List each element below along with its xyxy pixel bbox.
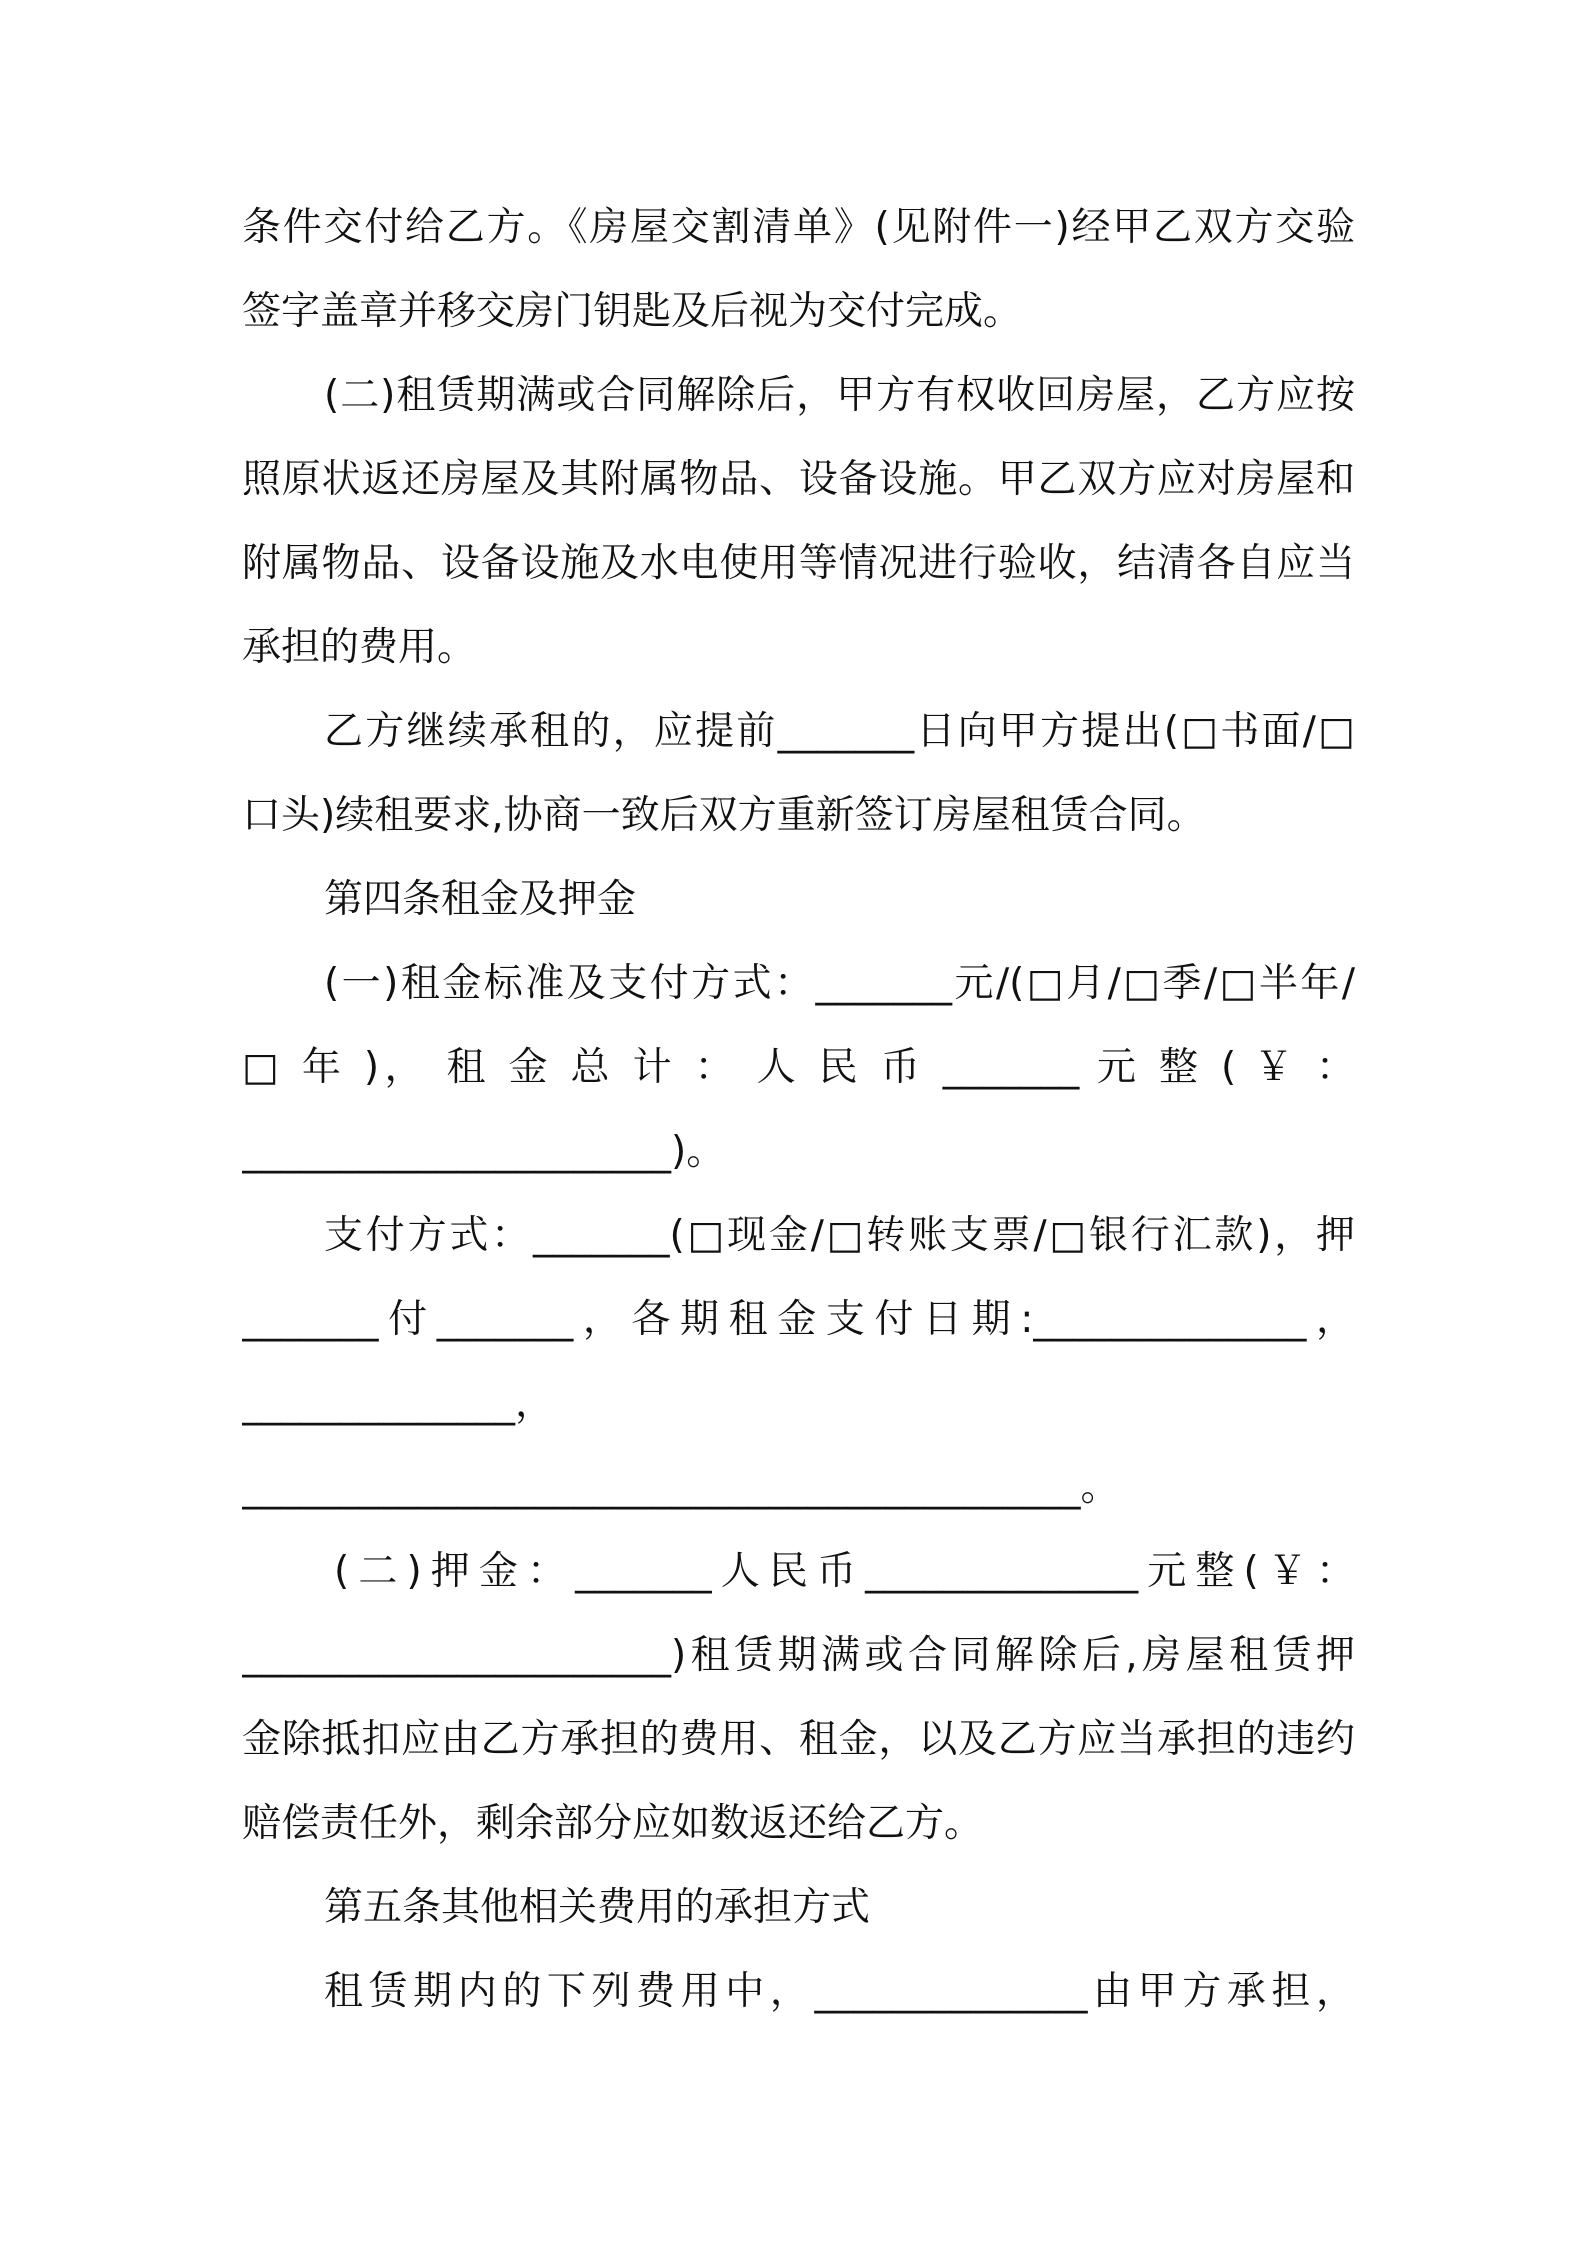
clause-paragraph-start: (二)租赁期满或合同解除后，甲方有权收回房屋，乙方应按 — [324, 373, 1355, 418]
article-5-heading: 第五条其他相关费用的承担方式 — [324, 1885, 871, 1930]
payment-dates-blank: ___________________________________________。 — [242, 1465, 1120, 1510]
deposit-line: (二)押金：_______人民币______________元整(￥： — [334, 1549, 1355, 1594]
body-text-line: 赔偿责任外，剩余部分应如数返还给乙方。 — [242, 1801, 984, 1846]
payment-dates-blank: ______________， — [242, 1381, 555, 1426]
payment-dates-line: _______付_______，各期租金支付日期:______________， — [242, 1297, 1355, 1342]
contract-page-body — [242, 186, 1355, 2034]
body-text-line: 条件交付给乙方。《房屋交割清单》(见附件一)经甲乙双方交验 — [242, 205, 1355, 250]
rent-standard-line: (一)租金标准及支付方式：_______元/(□月/□季/□半年/ — [324, 961, 1355, 1006]
body-text-line: ______________________)租赁期满或合同解除后,房屋租赁押 — [242, 1633, 1355, 1678]
body-text-line: 口头)续租要求,协商一致后双方重新签订房屋租赁合同。 — [242, 793, 1206, 838]
rent-total-blank-line: ______________________)。 — [242, 1129, 726, 1174]
clause-paragraph-start: 乙方继续承租的，应提前_______日向甲方提出(□书面/□ — [324, 709, 1355, 754]
body-text-line: 照原状返还房屋及其附属物品、设备设施。甲乙双方应对房屋和 — [242, 457, 1355, 502]
payment-method-line: 支付方式：_______(□现金/□转账支票/□银行汇款)，押 — [324, 1213, 1355, 1258]
rent-total-line: □ 年 )， 租 金 总 计 ： 人 民 币 _______ 元 整 ( ￥ ： — [242, 1045, 1355, 1090]
body-text-line: 签字盖章并移交房门钥匙及后视为交付完成。 — [242, 289, 1023, 334]
article-4-heading: 第四条租金及押金 — [324, 877, 637, 922]
body-text-line: 承担的费用。 — [242, 625, 477, 670]
clause-paragraph-start: 租赁期内的下列费用中，______________由甲方承担， — [324, 1969, 1355, 2014]
body-text-line: 金除抵扣应由乙方承担的费用、租金，以及乙方应当承担的违约 — [242, 1717, 1355, 1762]
body-text-line: 附属物品、设备设施及水电使用等情况进行验收，结清各自应当 — [242, 541, 1355, 586]
